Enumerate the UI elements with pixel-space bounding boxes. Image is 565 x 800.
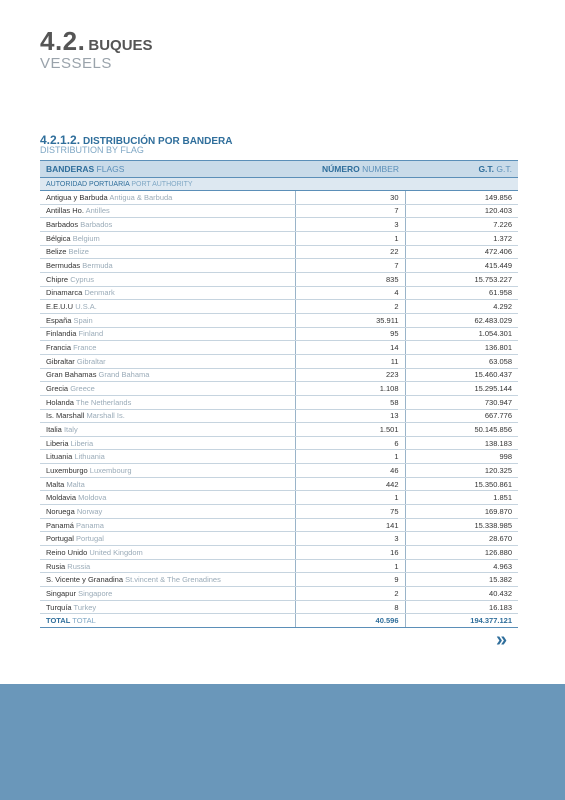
flag-name-es: Antigua y Barbuda [46,192,108,202]
header-number: NÚMERO NUMBER [295,161,405,178]
flag-name-es: Liberia [46,438,69,448]
vessel-count: 1 [295,231,405,245]
flag-name [40,505,295,519]
gross-tonnage: 15.460.437 [405,368,518,382]
vessel-count: 442 [295,477,405,491]
vessel-count: 6 [295,436,405,450]
flag-name [40,204,295,218]
vessel-count: 2 [295,300,405,314]
flag-name-es: Dinamarca [46,288,83,298]
flag-name-en: Antilles [85,206,110,216]
flag-name-es: Noruega [46,506,75,516]
gross-tonnage: 120.403 [405,204,518,218]
total-number: 40.596 [295,614,405,628]
gross-tonnage: 62.483.029 [405,313,518,327]
flag-name [40,382,295,396]
gross-tonnage: 15.753.227 [405,272,518,286]
table-row [40,450,518,464]
table-subheader-row [40,178,518,191]
flag-name [40,341,295,355]
flag-name [40,300,295,314]
table-row [40,191,518,205]
flag-name-en: Italy [63,424,78,434]
flags-table [40,160,518,628]
table-row [40,436,518,450]
gross-tonnage: 15.295.144 [405,382,518,396]
flag-name-es: Gibraltar [46,356,75,366]
gross-tonnage: 1.851 [405,491,518,505]
total-gt: 194.377.121 [405,614,518,628]
flag-name [40,559,295,573]
flag-name-en: Greece [70,384,95,394]
table-row [40,368,518,382]
gross-tonnage: 138.183 [405,436,518,450]
chapter-title: BUQUES [88,37,153,54]
flag-name [40,532,295,546]
vessel-count: 14 [295,341,405,355]
flag-name [40,286,295,300]
flag-name [40,354,295,368]
flag-name [40,272,295,286]
flag-name-es: Turquía [46,602,72,612]
flag-name-en: Belgium [72,233,100,243]
vessel-count: 1 [295,450,405,464]
table-row [40,286,518,300]
table-row [40,464,518,478]
flag-name-en: Denmark [84,288,115,298]
flag-name-es: Reino Unido [46,547,88,557]
flag-name-en: Barbados [80,220,113,230]
flag-name-es: E.E.U.U [46,302,74,312]
flag-name [40,600,295,614]
flag-name [40,546,295,560]
flag-name [40,491,295,505]
chapter-heading [40,26,153,57]
table-row [40,259,518,273]
flag-name [40,587,295,601]
flag-name-en: Turkey [73,602,97,612]
gross-tonnage: 50.145.856 [405,423,518,437]
flag-name [40,518,295,532]
table-row [40,532,518,546]
table-row [40,341,518,355]
flag-name-en: Luxembourg [89,465,132,475]
flag-name-en: The Netherlands [75,397,132,407]
table-row [40,559,518,573]
flag-name [40,436,295,450]
flag-name [40,191,295,205]
section-number: 4.2.1.2. [40,133,81,147]
gross-tonnage: 15.382 [405,573,518,587]
flag-name [40,573,295,587]
flag-name-en: Belize [68,247,89,257]
vessel-count: 3 [295,218,405,232]
table-row [40,327,518,341]
table-row [40,204,518,218]
vessel-count: 2 [295,587,405,601]
vessel-count: 58 [295,395,405,409]
vessel-count: 46 [295,464,405,478]
flag-name-en: St.vincent & The Grenadines [125,575,221,585]
gross-tonnage: 28.670 [405,532,518,546]
vessel-count: 22 [295,245,405,259]
flag-name-es: Italia [46,424,62,434]
vessel-count: 16 [295,546,405,560]
gross-tonnage: 4.292 [405,300,518,314]
port-authority-label: AUTORIDAD PORTUARIA PORT AUTHORITY [40,178,518,191]
total-label: TOTAL TOTAL [40,614,295,628]
flag-name-es: Singapur [46,588,77,598]
flag-name-en: Finland [78,329,104,339]
chapter-subtitle: VESSELS [40,55,112,72]
table-row [40,477,518,491]
flag-name-en: Portugal [76,534,104,544]
table-row [40,313,518,327]
flag-name-en: Cyprus [70,274,94,284]
gross-tonnage: 149.856 [405,191,518,205]
vessel-count: 3 [295,532,405,546]
flag-name [40,327,295,341]
vessel-count: 1.108 [295,382,405,396]
flag-name-es: Antillas Ho. [46,206,84,216]
flag-name-es: Grecia [46,384,69,394]
flag-name [40,477,295,491]
gross-tonnage: 4.963 [405,559,518,573]
flag-name-es: Belize [46,247,67,257]
gross-tonnage: 40.432 [405,587,518,601]
vessel-count: 11 [295,354,405,368]
gross-tonnage: 126.880 [405,546,518,560]
vessel-count: 9 [295,573,405,587]
vessel-count: 835 [295,272,405,286]
flag-name-en: United Kingdom [89,547,143,557]
flag-name [40,423,295,437]
flag-name-es: Panamá [46,520,74,530]
flag-name [40,409,295,423]
vessel-count: 4 [295,286,405,300]
gross-tonnage: 61.958 [405,286,518,300]
flag-name-en: Lithuania [74,452,105,462]
section-subtitle: DISTRIBUTION BY FLAG [40,145,144,155]
table-row [40,245,518,259]
vessel-count: 1 [295,491,405,505]
header-gt: G.T. G.T. [405,161,518,178]
flag-name [40,245,295,259]
flag-name-en: Bermuda [82,261,113,271]
table-total-row [40,614,518,628]
flag-name-es: Barbados [46,220,79,230]
gross-tonnage: 15.338.985 [405,518,518,532]
flag-name-en: Marshall Is. [86,411,125,421]
flag-name [40,259,295,273]
flag-name-en: U.S.A. [75,302,97,312]
flag-name-en: Moldova [78,493,107,503]
flag-name-en: Panama [76,520,104,530]
flag-name-es: Rusia [46,561,66,571]
flag-name-en: Malta [66,479,85,489]
flag-name-es: Is. Marshall [46,411,85,421]
flag-name-es: Gran Bahamas [46,370,97,380]
flag-name-en: Singapore [78,588,113,598]
vessel-count: 95 [295,327,405,341]
flag-name [40,450,295,464]
table-row [40,409,518,423]
gross-tonnage: 998 [405,450,518,464]
flag-name-en: Antigua & Barbuda [109,192,173,202]
table-body [40,191,518,614]
table-row [40,546,518,560]
vessel-count: 35.911 [295,313,405,327]
section-title: DISTRIBUCIÓN POR BANDERA [83,136,233,147]
vessel-count: 13 [295,409,405,423]
flag-name-en: Norway [76,506,103,516]
flag-name-es: Portugal [46,534,74,544]
gross-tonnage: 15.350.861 [405,477,518,491]
flag-name-es: Moldavia [46,493,77,503]
flag-name-en: France [73,343,97,353]
flag-name-es: Bermudas [46,261,81,271]
flag-name-es: Francia [46,343,72,353]
flag-name-es: Luxemburgo [46,465,88,475]
table-row [40,272,518,286]
table-row [40,491,518,505]
vessel-count: 1.501 [295,423,405,437]
gross-tonnage: 415.449 [405,259,518,273]
table-row [40,600,518,614]
flag-name [40,395,295,409]
gross-tonnage: 63.058 [405,354,518,368]
gross-tonnage: 120.325 [405,464,518,478]
flag-name-es: España [46,315,72,325]
gross-tonnage: 136.801 [405,341,518,355]
vessel-count: 141 [295,518,405,532]
gross-tonnage: 16.183 [405,600,518,614]
gross-tonnage: 667.776 [405,409,518,423]
table-row [40,573,518,587]
vessel-count: 30 [295,191,405,205]
flag-name-en: Grand Bahama [98,370,150,380]
flag-name-es: Finlandia [46,329,77,339]
flag-name-en: Liberia [70,438,94,448]
table-row [40,218,518,232]
vessel-count: 8 [295,600,405,614]
vessel-count: 7 [295,204,405,218]
table-row [40,231,518,245]
flag-name-es: Chipre [46,274,69,284]
flag-name [40,464,295,478]
vessel-count: 223 [295,368,405,382]
table-row [40,354,518,368]
vessel-count: 75 [295,505,405,519]
flag-name-es: S. Vicente y Granadina [46,575,123,585]
flag-name-es: Holanda [46,397,74,407]
gross-tonnage: 7.226 [405,218,518,232]
flag-name-en: Spain [73,315,93,325]
double-chevron-right-icon[interactable]: » [496,629,508,651]
table-row [40,395,518,409]
table-row [40,505,518,519]
table-row [40,518,518,532]
table-row [40,382,518,396]
flag-name-es: Bélgica [46,233,71,243]
flag-name-es: Lituania [46,452,73,462]
header-flags: BANDERAS FLAGS [40,161,295,178]
vessel-count: 1 [295,559,405,573]
flag-name-en: Gibraltar [76,356,106,366]
gross-tonnage: 472.406 [405,245,518,259]
flag-name-es: Malta [46,479,65,489]
table-row [40,423,518,437]
table-row [40,300,518,314]
footer-band [0,684,565,800]
flag-name [40,313,295,327]
flag-name [40,218,295,232]
table-row [40,587,518,601]
gross-tonnage: 1.054.301 [405,327,518,341]
flag-name [40,231,295,245]
table-header-row [40,161,518,178]
flag-name [40,368,295,382]
chapter-number: 4.2. [40,26,86,56]
gross-tonnage: 1.372 [405,231,518,245]
gross-tonnage: 169.870 [405,505,518,519]
vessel-count: 7 [295,259,405,273]
gross-tonnage: 730.947 [405,395,518,409]
flag-name-en: Russia [67,561,91,571]
